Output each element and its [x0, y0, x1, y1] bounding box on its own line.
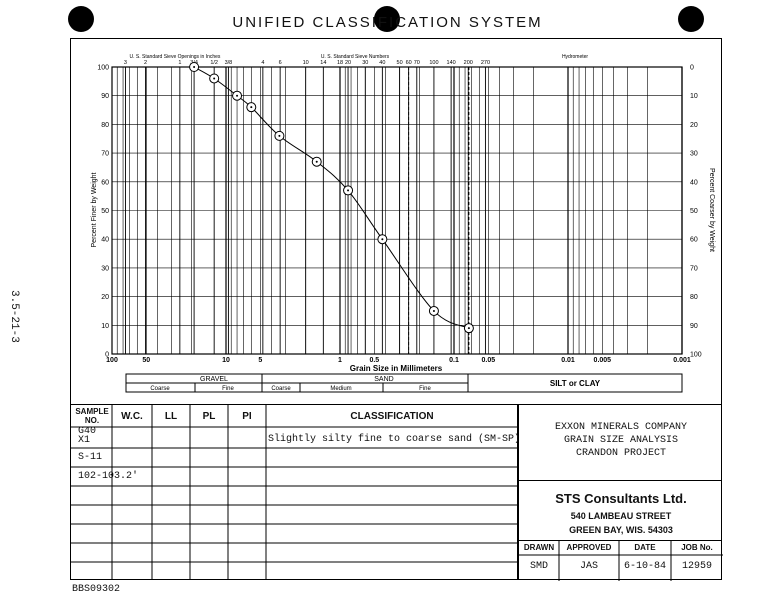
- footer-code: BBS09302: [72, 584, 121, 595]
- sieve-number-label: 4: [261, 60, 265, 66]
- y-tick-left: 20: [101, 294, 109, 302]
- signoff-box: [518, 540, 722, 580]
- y-tick-left: 30: [101, 265, 109, 273]
- y-tick-left: 80: [101, 121, 109, 129]
- sieve-number-label: 60: [405, 60, 412, 66]
- y-tick-right: 0: [690, 64, 694, 72]
- project-line-3: CRANDON PROJECT: [575, 448, 666, 459]
- sieve-number-label: 270: [480, 60, 491, 66]
- y-tick-right: 50: [690, 208, 698, 215]
- drawn-value: SMD: [529, 561, 548, 572]
- sieve-number-label: 140: [446, 60, 456, 66]
- sieve-number-label: 6: [278, 60, 282, 66]
- project-line-1: EXXON MINERALS COMPANY: [554, 422, 688, 433]
- sieve-number-label: 200: [463, 60, 473, 66]
- col-classification: CLASSIFICATION: [350, 411, 434, 422]
- top-scale-numbers-title: U. S. Standard Sieve Numbers: [320, 54, 390, 60]
- band-sand-medium: Medium: [330, 386, 352, 392]
- y-axis-label-left: Percent Finer by Weight: [91, 172, 98, 248]
- firm-box: [518, 480, 722, 540]
- col-pi: PI: [242, 411, 252, 422]
- band-gravel-coarse: Coarse: [150, 386, 170, 392]
- y-tick-right: 20: [690, 121, 698, 129]
- sieve-number-label: 70: [413, 60, 420, 66]
- band-gravel: GRAVEL: [200, 376, 228, 383]
- x-tick-label: 1: [338, 357, 342, 364]
- sample-line-1: G40: [78, 426, 97, 437]
- sieve-number-label: 30: [362, 60, 369, 66]
- y-tick-right: 100: [690, 351, 702, 359]
- col-ll: LL: [164, 411, 178, 422]
- sieve-number-label: 18: [336, 60, 344, 66]
- sample-line-3: S-11: [78, 452, 103, 463]
- x-tick-label: 0.1: [449, 357, 459, 364]
- band-sand-fine: Fine: [419, 386, 431, 392]
- side-code: 3.5-21-3: [8, 290, 20, 343]
- x-tick-label: 0.001: [673, 357, 691, 364]
- sieve-inch-label: 3: [123, 60, 127, 66]
- y-tick-left: 60: [101, 179, 109, 187]
- sample-table: [70, 404, 521, 580]
- sieve-inch-label: 3/8: [224, 60, 233, 66]
- y-tick-right: 70: [690, 265, 698, 273]
- page-title: UNIFIED CLASSIFICATION SYSTEM: [232, 14, 543, 31]
- sieve-number-label: 20: [344, 60, 352, 66]
- date-value: 6-10-84: [623, 561, 666, 572]
- y-tick-left: 90: [101, 93, 109, 101]
- sieve-number-label: 50: [396, 60, 403, 66]
- col-pl: PL: [202, 411, 216, 422]
- y-tick-left: 100: [97, 64, 109, 72]
- x-tick-label: 0.01: [561, 357, 575, 364]
- band-sand-coarse: Coarse: [271, 386, 291, 392]
- x-tick-label: 5: [258, 357, 263, 364]
- sieve-number-label: 14: [320, 60, 327, 66]
- y-axis-label-right: Percent Coarser by Weight: [708, 168, 715, 252]
- approved-label: APPROVED: [566, 543, 612, 552]
- x-tick-label: 50: [142, 357, 151, 364]
- sieve-inch-label: 1: [178, 60, 182, 66]
- band-sand: SAND: [374, 376, 394, 383]
- x-tick-label: 0.005: [593, 357, 612, 364]
- band-silt-clay: SILT or CLAY: [549, 379, 601, 388]
- y-tick-left: 10: [101, 322, 109, 330]
- table-grid: [70, 404, 521, 580]
- classification-text: Slightly silty fine to coarse sand (SM-SP): [268, 434, 521, 445]
- project-line-2: GRAIN SIZE ANALYSIS: [563, 435, 679, 446]
- y-tick-left: 50: [101, 208, 109, 215]
- firm-city: GREEN BAY, WIS. 54303: [569, 525, 673, 535]
- x-tick-label: 100: [106, 357, 118, 364]
- sieve-inch-label: 1/2: [210, 60, 218, 66]
- y-tick-right: 10: [690, 93, 698, 101]
- sieve-inch-label: 2: [144, 60, 148, 66]
- sieve-number-label: 100: [429, 60, 439, 66]
- date-label: DATE: [634, 543, 656, 552]
- y-tick-left: 70: [101, 150, 109, 158]
- col-sample-no: SAMPLE NO.: [75, 407, 109, 425]
- approved-value: JAS: [579, 561, 598, 572]
- y-tick-right: 80: [690, 294, 698, 302]
- project-box: [518, 404, 722, 480]
- y-tick-right: 40: [690, 179, 698, 187]
- y-tick-left: 0: [105, 351, 109, 359]
- job-label: JOB No.: [681, 543, 713, 552]
- x-axis-label: Grain Size in Millimeters: [349, 364, 443, 373]
- sample-line-2: X1: [78, 435, 91, 446]
- sample-line-4: 102-103.2': [78, 471, 139, 482]
- y-tick-right: 30: [690, 150, 698, 158]
- sieve-number-label: 10: [302, 60, 309, 66]
- x-tick-label: 0.5: [369, 357, 380, 364]
- y-tick-right: 90: [690, 322, 698, 330]
- y-tick-right: 60: [690, 236, 698, 244]
- y-tick-left: 40: [101, 236, 109, 244]
- top-scale-inches-title: U. S. Standard Sieve Openings in Inches: [129, 54, 221, 60]
- firm-name: STS Consultants Ltd.: [555, 491, 687, 506]
- top-scale-hydrometer-title: Hydrometer: [561, 54, 589, 60]
- sieve-number-label: 40: [379, 60, 386, 66]
- band-gravel-fine: Fine: [222, 386, 234, 392]
- x-tick-label: 10: [222, 357, 230, 364]
- firm-street: 540 LAMBEAU STREET: [570, 511, 672, 521]
- col-wc: W.C.: [121, 411, 143, 422]
- x-tick-label: 0.05: [481, 357, 496, 364]
- drawn-label: DRAWN: [523, 543, 555, 552]
- job-value: 12959: [681, 561, 712, 572]
